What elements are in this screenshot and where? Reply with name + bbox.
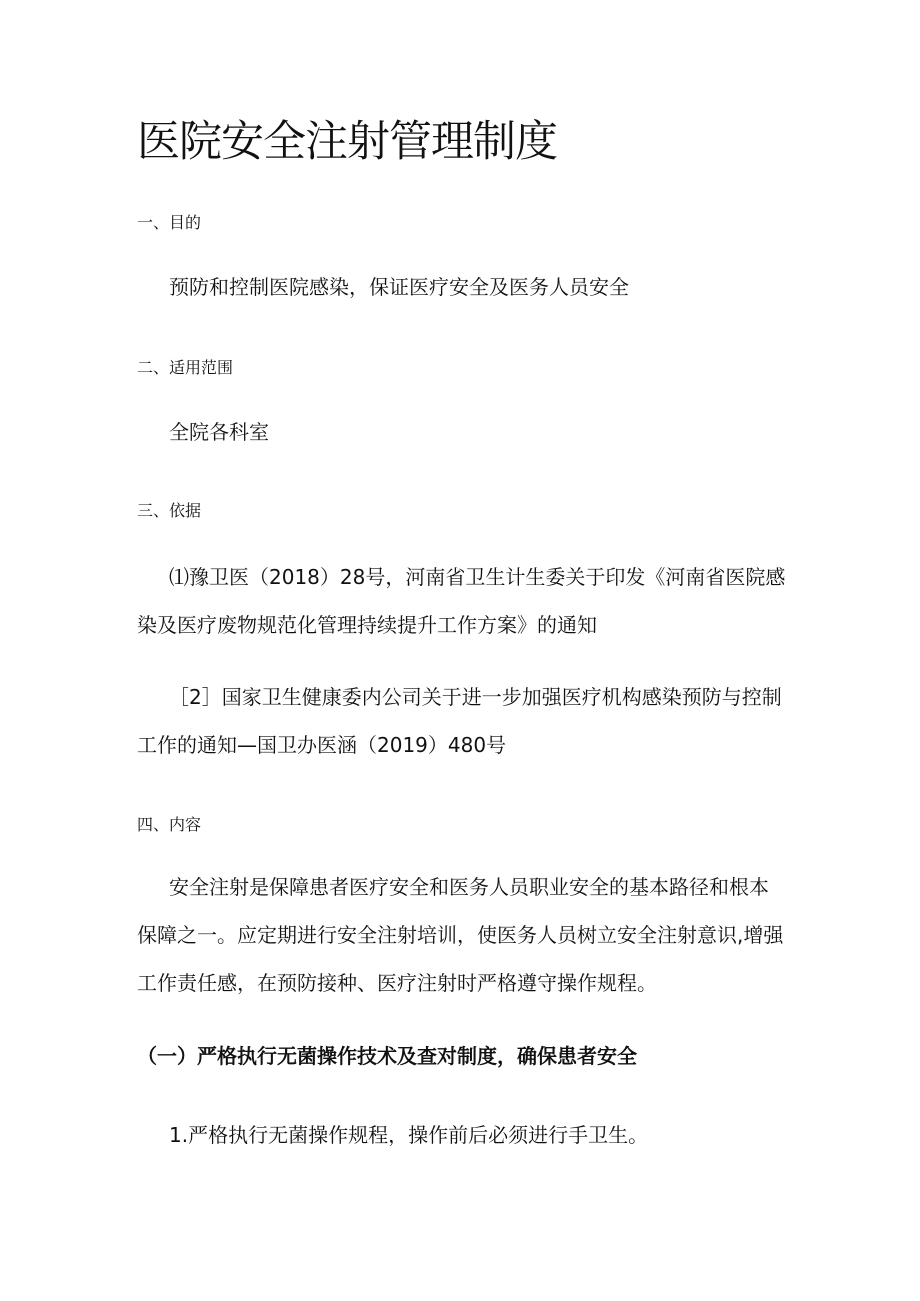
reference-1 — [137, 553, 785, 649]
section-heading-scope: 二、适用范围 — [137, 358, 234, 377]
section-heading-content: 四、内容 — [137, 815, 202, 834]
reference-2 — [137, 673, 785, 769]
document-title: 医院安全注射管理制度 — [137, 117, 557, 167]
section-body-purpose: 预防和控制医院感染，保证医疗安全及医务人员安全 — [169, 275, 629, 299]
reference-1-line-2: 染及医疗废物规范化管理持续提升工作方案》的通知 — [137, 613, 597, 637]
content-line-2: 保障之一。应定期进行安全注射培训，使医务人员树立安全注射意识,增强 — [137, 923, 784, 947]
reference-2-line-2: 工作的通知—国卫办医涵（2019）480号 — [137, 733, 507, 757]
reference-1-line-1: ⑴豫卫医（2018）28号，河南省卫生计生委关于印发《河南省医院感 — [169, 565, 786, 589]
section-heading-purpose: 一、目的 — [137, 213, 202, 232]
section-body-scope: 全院各科室 — [169, 420, 269, 444]
content-paragraph — [137, 863, 785, 1007]
section-heading-basis: 三、依据 — [137, 501, 202, 520]
list-item-1: 1.严格执行无菌操作规程，操作前后必须进行手卫生。 — [169, 1123, 649, 1147]
content-line-3: 工作责任感，在预防接种、医疗注射时严格遵守操作规程。 — [137, 971, 657, 995]
content-line-1: 安全注射是保障患者医疗安全和医务人员职业安全的基本路径和根本 — [169, 875, 769, 899]
reference-2-line-1: ［2］国家卫生健康委内公司关于进一步加强医疗机构感染预防与控制 — [169, 685, 782, 709]
subsection-heading-aseptic: （一）严格执行无菌操作技术及查对制度，确保患者安全 — [137, 1044, 637, 1068]
